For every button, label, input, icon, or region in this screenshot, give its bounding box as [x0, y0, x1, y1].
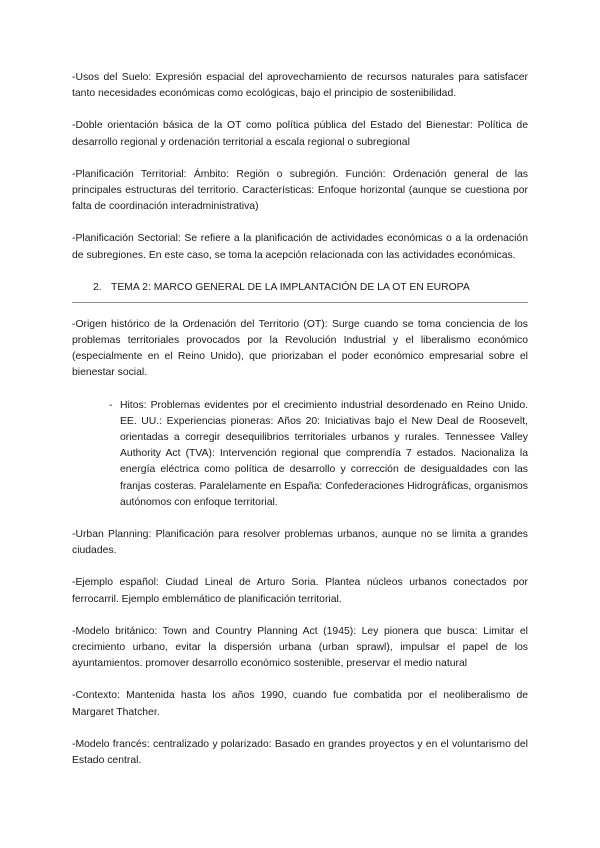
document-page: [72, 70, 528, 785]
paragraph-urban-planning: -Urban Planning: Planificación para resolver problemas urbanos, aunque no se limita a grandes ciudades.: [72, 529, 528, 557]
bullet-dash: -: [109, 399, 113, 411]
paragraph-ejemplo-espanol: -Ejemplo español: Ciudad Lineal de Arturo Soria. Plantea núcleos urbanos conectados por ferrocarril. Ejemplo emblemático de planificación territorial.: [72, 577, 528, 605]
paragraph-modelo-frances: -Modelo francés: centralizado y polarizado: Basado en grandes proyectos y en el voluntarismo del Estado central.: [72, 738, 528, 767]
paragraph-usos-del-suelo: -Usos del Suelo: Expresión espacial del aprovechamiento de recursos naturales para satisfacer tanto necesidades económicas como ecológicas, bajo el principio de sostenibilidad.: [72, 72, 528, 100]
section-number: 2.: [93, 281, 102, 293]
bullet-list: [72, 398, 528, 511]
paragraph-planificacion-territorial: -Planificación Territorial: Ámbito: Región o subregión. Función: Ordenación general de las principales estructuras del territorio. Características: Enfoque horizontal (aunque se cuestiona por falta de coordinación interadministrativa): [72, 168, 528, 213]
section-title: TEMA 2: MARCO GENERAL DE LA IMPLANTACIÓN DE LA OT EN EUROPA: [111, 281, 470, 293]
paragraph-origen-historico: -Origen histórico de la Ordenación del Territorio (OT): Surge cuando se toma conciencia de los problemas territoriales provocados por la Revolución Industrial y el liberalismo económico (especialmente en el Reino Unido), que priorizaban el poder económico empresarial sobre el bienestar social.: [72, 318, 528, 379]
paragraph-modelo-britanico: -Modelo británico: Town and Country Planning Act (1945): Ley pionera que busca: Limitar el crecimiento urbano, evitar la dispersión urbana (urban sprawl), impulsar el papel de los ayuntamientos. promover desarrollo económico sostenible, preservar el medio natural: [72, 625, 528, 670]
list-item-text: Hitos: Problemas evidentes por el crecimiento industrial desordenado en Reino Unido. EE. UU.: Experiencias pioneras: Años 20: Iniciativas bajo el New Deal de Roosevelt, orientadas a corregir desequilibrios territoriales urbanos y rurales. Tennessee Valley Authority Act (TVA): Intervención regional que comprendía 7 estados. Nacionaliza la energía eléctrica como política de desarrollo y corrección de desigualdades con las franjas costeras. Paralelamente en España: Confederaciones Hidrográficas, organismos autónomos con enfoque territorial.: [120, 399, 528, 508]
paragraph-planificacion-sectorial: -Planificación Sectorial: Se refiere a la planificación de actividades económicas o a la ordenación de subregiones. En este caso, se toma la acepción relacionada con las actividades económicas.: [72, 233, 528, 261]
list-item-hitos: [109, 398, 528, 511]
paragraph-doble-orientacion: -Doble orientación básica de la OT como política pública del Estado del Bienestar: Política de desarrollo regional y ordenación territorial a escala regional o subregional: [72, 120, 528, 148]
section-heading: [72, 280, 528, 303]
heading-spacer: [72, 303, 528, 317]
paragraph-contexto: -Contexto: Mantenida hasta los años 1990, cuando fue combatida por el neoliberalismo de Margaret Thatcher.: [72, 690, 528, 718]
